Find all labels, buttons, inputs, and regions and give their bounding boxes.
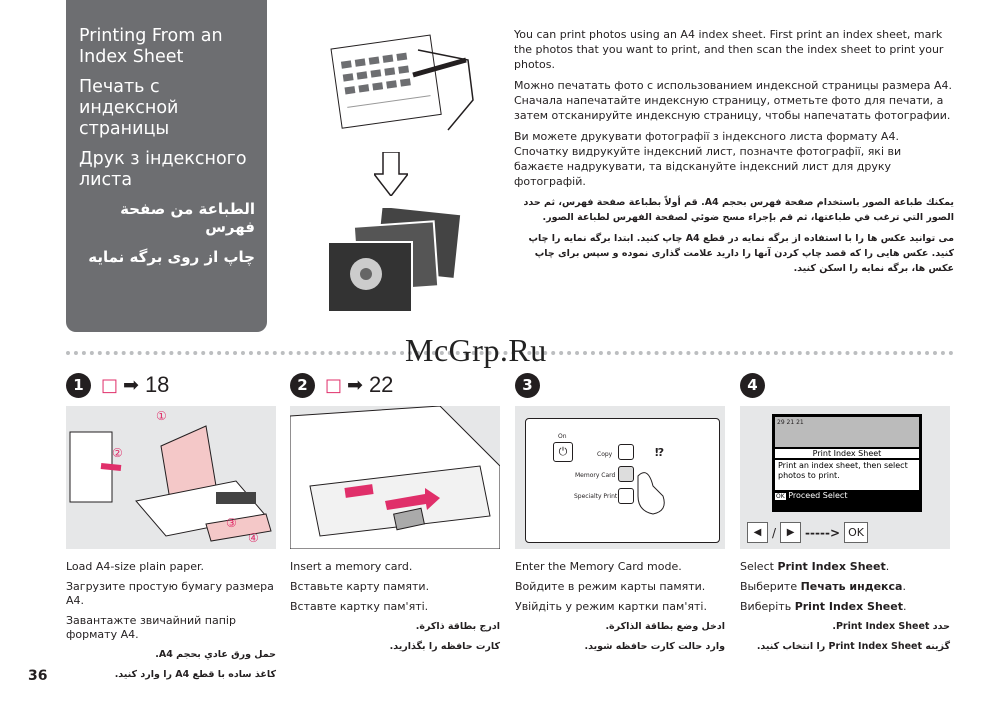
on-label: On	[558, 433, 567, 440]
caption-fa	[740, 640, 950, 654]
title-ar: الطباعة من صفحة فهرس	[120, 200, 255, 236]
step-number: 1	[66, 373, 91, 398]
watermark: McGrp.Ru	[405, 332, 547, 368]
caption-ru: Загрузите простую бумагу размера A4.	[66, 580, 274, 607]
index-sheet-illustration	[318, 20, 478, 140]
caption-uk	[740, 600, 950, 614]
book-icon: □	[101, 374, 119, 396]
step-4-header	[740, 370, 950, 400]
caption-uk: Завантажте звичайний папір формату A4.	[66, 614, 236, 641]
caption-ru: Вставьте карту памяти.	[290, 580, 430, 593]
intro-fa: می توانید عکس ها را با استفاده از برگه نمایه در قطع A4 چاپ کنید. ابتدا برگه نمایه را چاپ کنید. عکس هایی را که قصد چاپ کردن آنها را دارید علامت گذاری نموده و سپس برای چاپ عکس ها، برگه نمایه را اسکن کنید.	[528, 233, 954, 274]
thumbnail-strip: 29 21 21	[775, 417, 919, 447]
arrow-right-icon: ➡	[347, 374, 363, 396]
load-paper-illustration	[66, 406, 276, 549]
intro-uk: Ви можете друкувати фотографії з індексного листа формату A4. Спочатку видрукуйте індексний лист, позначте фотографії, які ви бажаєте надрукувати, та відскануйте індексний лист для друку фотографій.	[514, 130, 902, 188]
callout-1: ①	[156, 409, 167, 423]
step-3-captions	[515, 560, 725, 654]
caption-ar: ادرج بطاقة ذاكرة.	[415, 621, 500, 632]
memory-card-button[interactable]	[618, 466, 634, 482]
info-button[interactable]: ⁉	[655, 446, 665, 459]
ok-key-icon: OK	[776, 493, 785, 500]
caption-ar-bold: Print Index Sheet	[835, 621, 930, 632]
page-number: 36	[28, 668, 48, 684]
printed-photos-illustration	[318, 208, 478, 318]
title-fa: چاپ از روی برگه نمایه	[88, 248, 255, 266]
copy-button[interactable]	[618, 444, 634, 460]
step-2	[290, 370, 500, 660]
step-4	[740, 370, 950, 660]
power-button[interactable]: ⏻	[553, 442, 573, 462]
step-3	[515, 370, 725, 660]
nav-arrow: ----->	[805, 525, 841, 540]
caption-fa-pre: گزینه	[922, 641, 950, 652]
caption-fa: وارد حالت کارت حافظه شوید.	[584, 641, 725, 652]
caption-fa: کاغذ ساده با قطع A4 را وارد کنید.	[114, 669, 276, 680]
screen-body: Print an index sheet, then select photos to print.	[775, 460, 919, 490]
caption-ar: حمل ورق عادي بحجم A4.	[155, 649, 276, 660]
caption-ar	[740, 620, 950, 634]
down-arrow-icon	[374, 152, 408, 196]
caption-en: Load A4-size plain paper.	[66, 560, 204, 573]
caption-uk: Увійдіть у режим картки пам'яті.	[515, 600, 707, 613]
caption-ru-post: .	[902, 580, 906, 593]
title-panel	[66, 0, 267, 332]
caption-uk: Вставте картку пам'яті.	[290, 600, 429, 613]
caption-uk-post: .	[902, 600, 907, 613]
caption-fa-post: را انتخاب کنید.	[756, 641, 829, 652]
lcd-screen-illustration	[740, 406, 950, 549]
caption-en: Enter the Memory Card mode.	[515, 560, 682, 573]
caption-ru	[740, 580, 950, 594]
intro-text	[514, 27, 954, 282]
caption-en-pre: Select	[740, 560, 778, 573]
caption-en: Insert a memory card.	[290, 560, 413, 573]
intro-en: You can print photos using an A4 index sheet. First print an index sheet, mark the photos that you want to print, and then scan the index sheet to print your photos.	[514, 28, 944, 71]
caption-en-post: .	[885, 560, 890, 573]
caption-ar-pre: حدد	[929, 621, 950, 632]
step-4-captions	[740, 560, 950, 654]
caption-ar: ادخل وضع بطاقة الذاكرة.	[605, 621, 725, 632]
right-button[interactable]: ▶	[780, 522, 801, 543]
memory-card-label: Memory Card	[575, 472, 616, 479]
caption-fa-bold: Print Index Sheet	[828, 641, 923, 652]
caption-uk-bold: Print Index Sheet	[794, 600, 903, 613]
specialty-print-button[interactable]	[618, 488, 634, 504]
caption-ru-bold: Печать индекса	[800, 580, 903, 593]
specialty-print-label: Specialty Print	[574, 493, 618, 500]
page-reference: 18	[144, 372, 170, 397]
page-reference: 22	[368, 372, 394, 397]
caption-ar-post: .	[832, 621, 836, 632]
step-2-header	[290, 370, 500, 400]
caption-en	[740, 560, 950, 574]
step-3-header	[515, 370, 725, 400]
callout-3: ③	[226, 516, 237, 530]
intro-ru: Можно печатать фото с использованием индексной страницы размера A4. Сначала напечатайте индексную страницу, отметьте фото для печати, а затем отсканируйте индексную страницу, чтобы напечатать фотографии.	[514, 79, 952, 122]
step-number: 2	[290, 373, 315, 398]
select-label: Select	[822, 491, 848, 500]
callout-4: ④	[248, 531, 259, 545]
nav-separator: /	[772, 525, 777, 540]
left-button[interactable]: ◀	[747, 522, 768, 543]
title-uk: Друк з індексного листа	[79, 149, 247, 190]
navigation-row	[740, 516, 950, 549]
caption-fa: کارت حافظه را بگذارید.	[389, 641, 500, 652]
proceed-label: Proceed	[788, 491, 821, 500]
caption-uk-pre: Виберіть	[740, 600, 795, 613]
ok-button[interactable]: OK	[844, 522, 868, 543]
step-number: 4	[740, 373, 765, 398]
title-en: Printing From an Index Sheet	[79, 26, 223, 67]
step-1	[66, 370, 276, 688]
insert-card-illustration	[290, 406, 500, 549]
caption-en-bold: Print Index Sheet	[777, 560, 886, 573]
step-1-captions	[66, 560, 276, 682]
intro-ar: يمكنك طباعة الصور باستخدام صفحة فهرس بحجم A4. قم أولاً بطباعة صفحة فهرس، ثم حدد الصور التي ترغب في طباعتها، ثم قم بإجراء مسح ضوئي لصفحة الفهرس لطباعة الصور.	[523, 197, 954, 223]
control-panel-illustration	[515, 406, 725, 549]
arrow-right-icon: ➡	[123, 374, 139, 396]
copy-label: Copy	[597, 451, 613, 458]
step-2-captions	[290, 560, 500, 654]
callout-2: ②	[112, 446, 123, 460]
step-1-header	[66, 370, 276, 400]
screen-title: Print Index Sheet	[775, 449, 919, 458]
step-number: 3	[515, 373, 540, 398]
title-ru: Печать с индексной страницы	[79, 77, 179, 139]
caption-ru-pre: Выберите	[740, 580, 801, 593]
book-icon: □	[325, 374, 343, 396]
caption-ru: Войдите в режим карты памяти.	[515, 580, 706, 593]
